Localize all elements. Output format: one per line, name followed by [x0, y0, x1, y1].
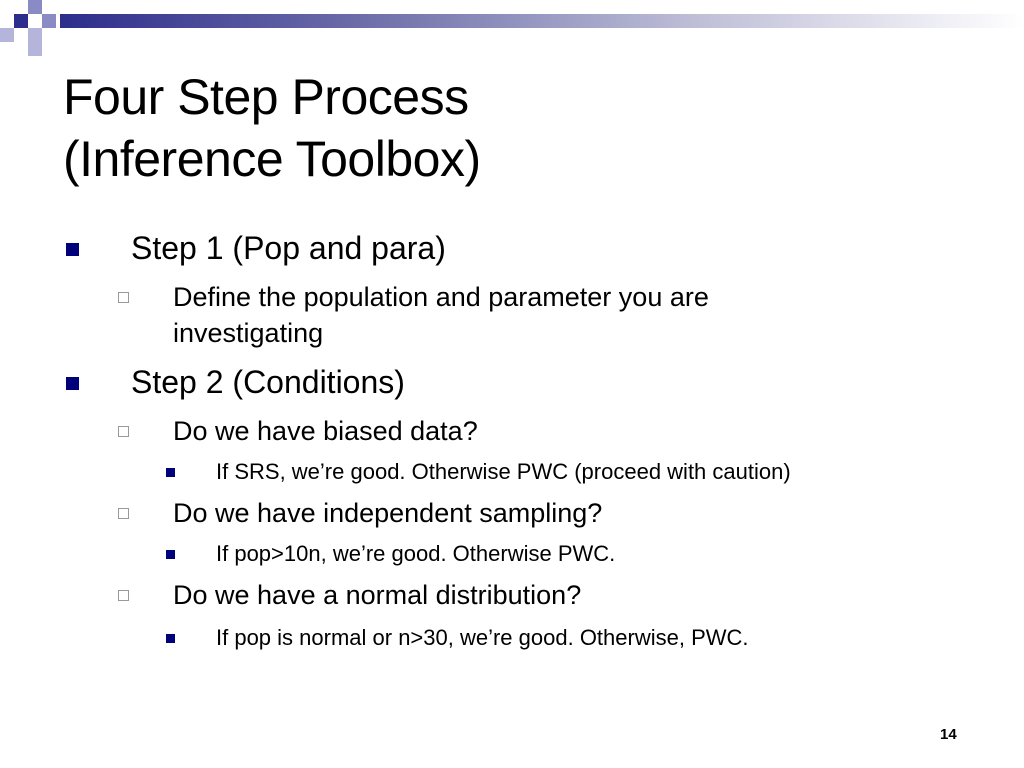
slide-title	[63, 66, 481, 190]
biased-data-note: If SRS, we’re good. Otherwise PWC (proceed with caution)	[216, 459, 791, 484]
square-bullet-icon	[66, 243, 79, 256]
slide-header-decoration	[0, 0, 1024, 60]
define-population-line-2: investigating	[173, 318, 324, 348]
independent-sampling-note: If pop>10n, we’re good. Otherwise PWC.	[216, 541, 616, 566]
decor-square-light	[28, 28, 42, 42]
hollow-square-bullet-icon	[118, 590, 129, 601]
independent-sampling-question: Do we have independent sampling?	[173, 498, 603, 528]
hollow-square-bullet-icon	[118, 292, 129, 303]
normal-distribution-question: Do we have a normal distribution?	[173, 580, 582, 610]
decor-square-dark	[14, 14, 28, 28]
slide-number: 14	[940, 726, 957, 743]
define-population-line-1: Define the population and parameter you are	[173, 282, 709, 312]
hollow-square-bullet-icon	[118, 508, 129, 519]
slide-title-line-1: Four Step Process	[63, 69, 469, 125]
decor-square-mid	[28, 0, 42, 14]
normal-distribution-note: If pop is normal or n>30, we’re good. Otherwise, PWC.	[216, 625, 749, 650]
step1-label: Step 1 (Pop and para)	[131, 230, 446, 266]
square-bullet-icon	[166, 550, 175, 559]
slide-title-line-2: (Inference Toolbox)	[63, 131, 481, 187]
decor-square-mid	[42, 14, 56, 28]
step2-label: Step 2 (Conditions)	[131, 364, 405, 400]
decor-gradient-bar	[60, 14, 1024, 28]
square-bullet-icon	[166, 634, 175, 643]
decor-square-light	[28, 42, 42, 56]
decor-square-light	[0, 28, 14, 42]
hollow-square-bullet-icon	[118, 426, 129, 437]
square-bullet-icon	[66, 377, 79, 390]
biased-data-question: Do we have biased data?	[173, 416, 478, 446]
square-bullet-icon	[166, 468, 175, 477]
